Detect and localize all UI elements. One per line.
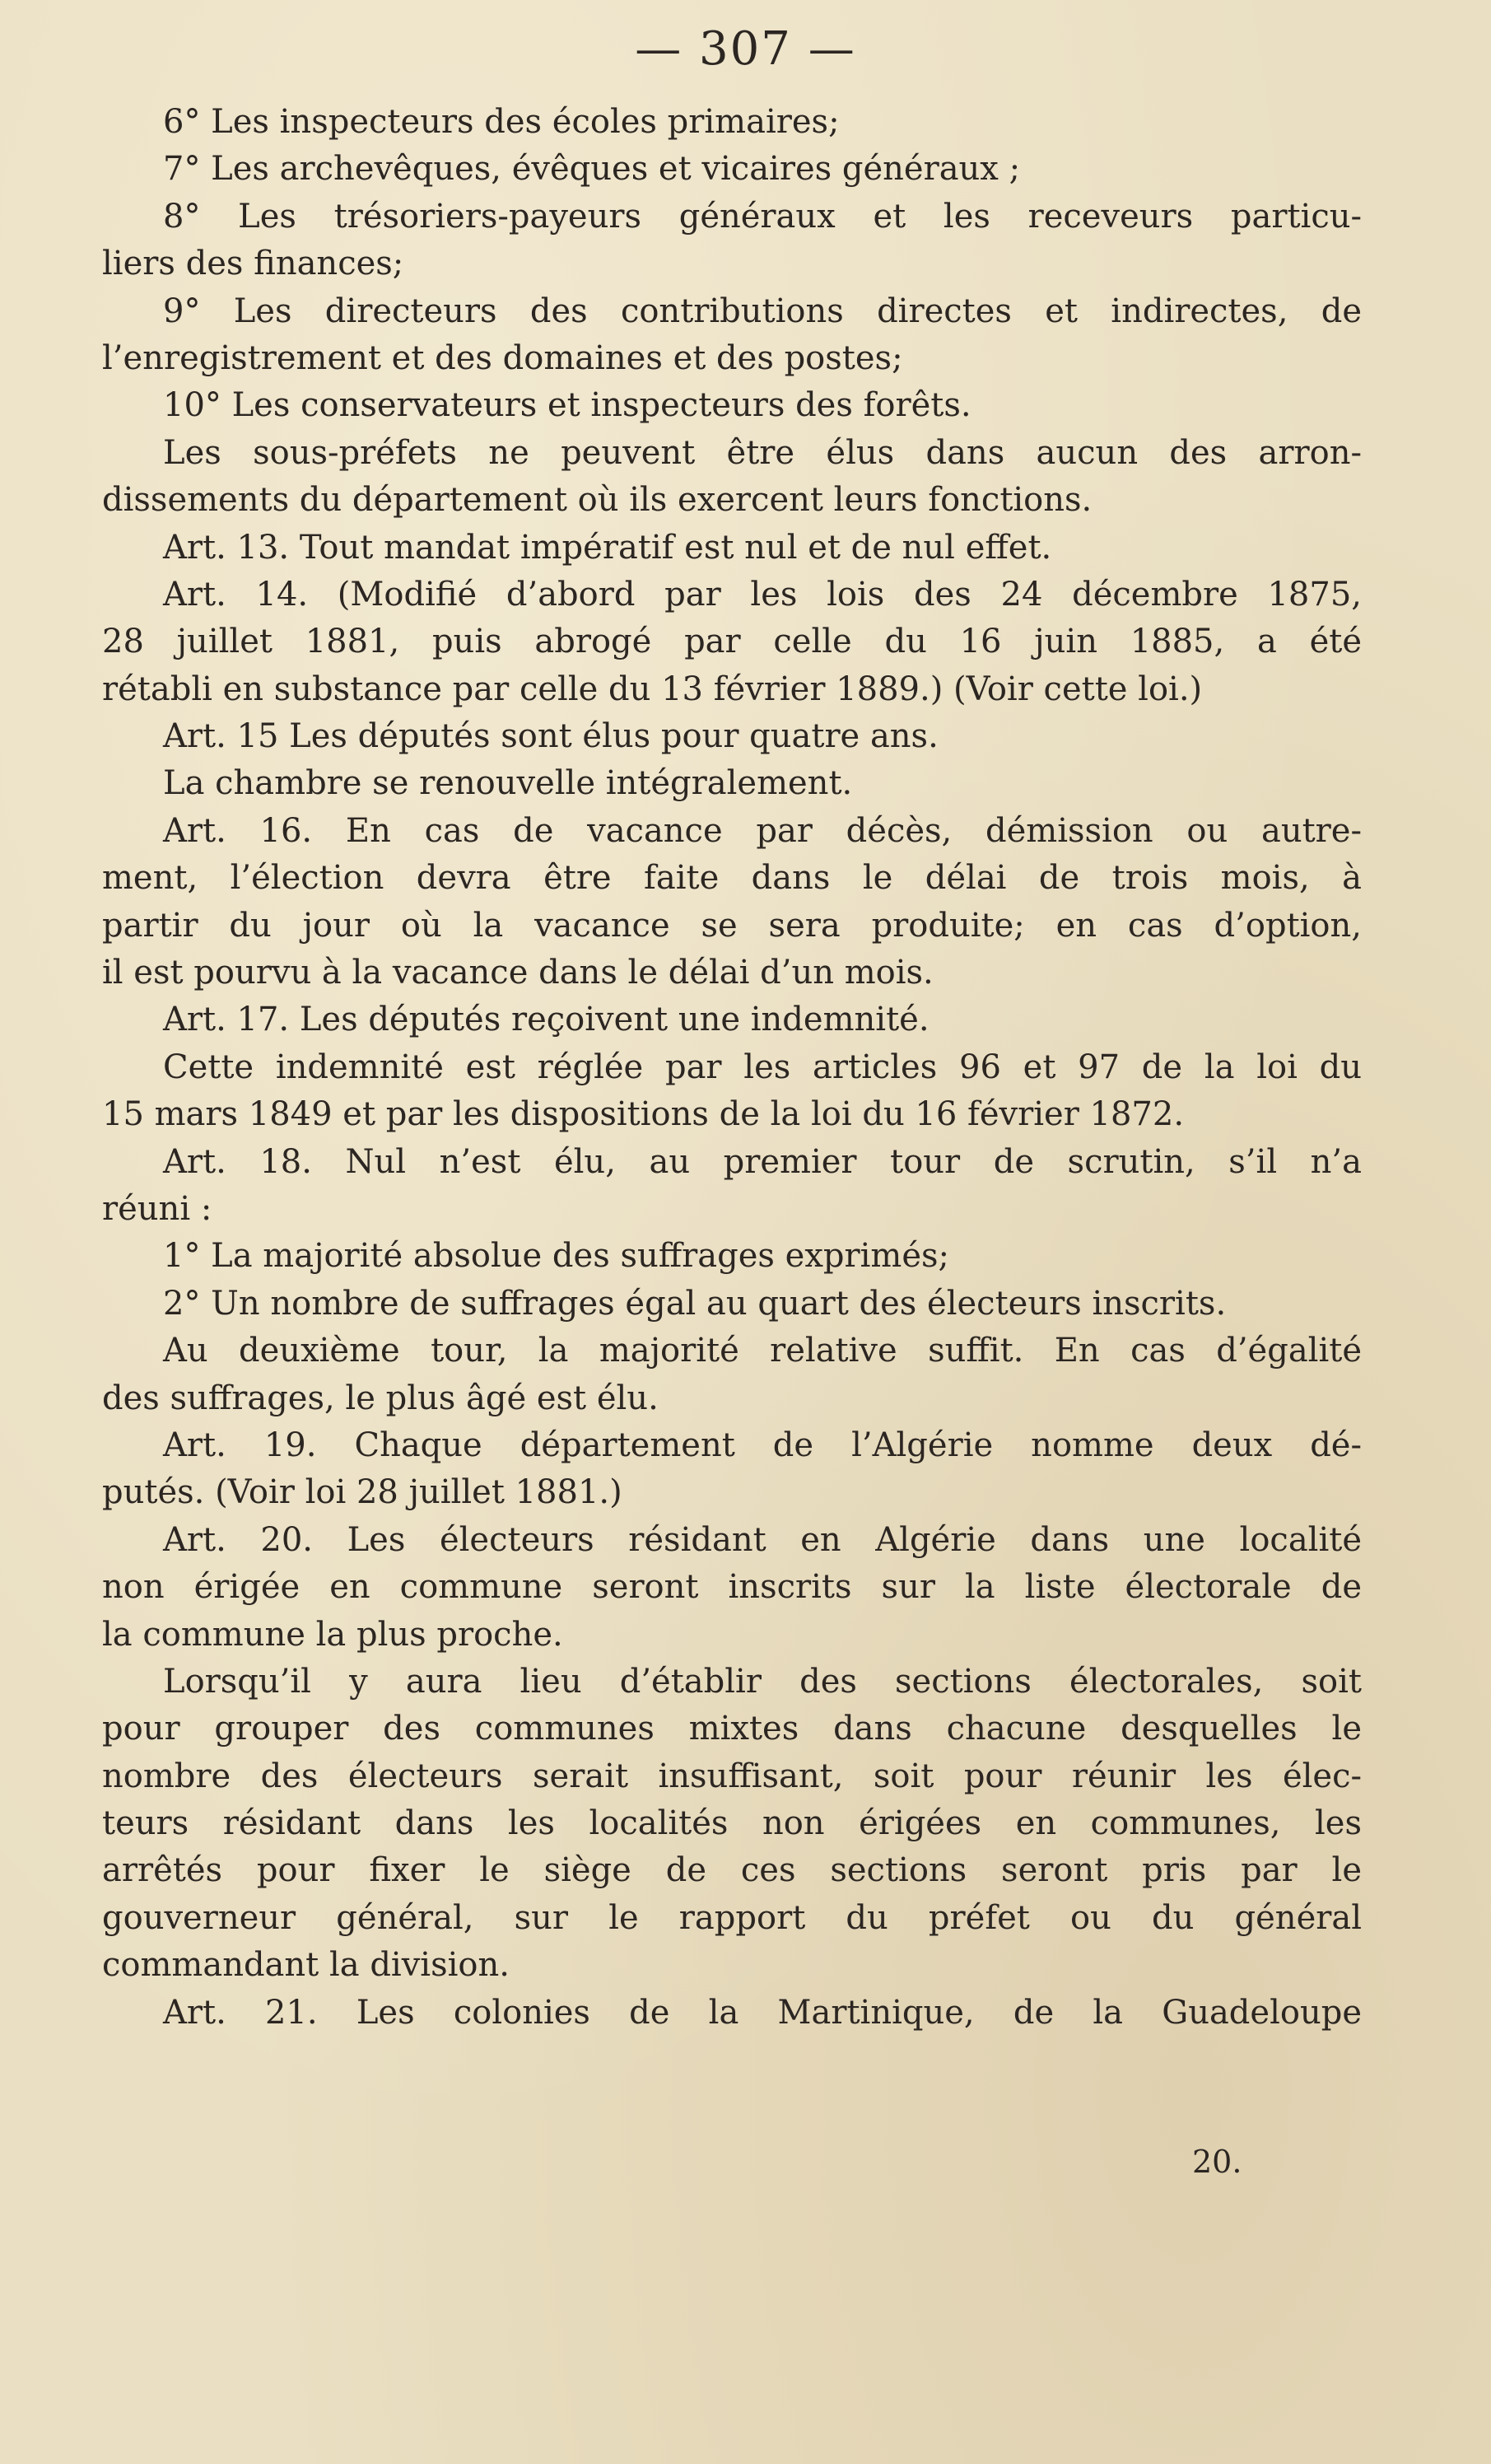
text-line: l’enregistrement et des domaines et des postes; (102, 338, 903, 377)
text-line: Art. 16. En cas de vacance par décès, démission ou autre- (163, 811, 1362, 850)
text-line: Lorsqu’il y aura lieu d’établir des sections électorales, soit (163, 1662, 1362, 1701)
text-line: liers des finances; (102, 245, 404, 283)
text-line: gouverneur général, sur le rapport du préfet ou du général (102, 1898, 1362, 1937)
text-line: 1° La majorité absolue des suffrages exprimés; (163, 1237, 949, 1276)
text-line: Art. 14. (Modifié d’abord par les lois des 24 décembre 1875, (163, 575, 1362, 614)
text-line: arrêtés pour fixer le siège de ces sections seront pris par le (102, 1851, 1362, 1890)
text-line: réuni : (102, 1189, 212, 1228)
text-line: partir du jour où la vacance se sera produite; en cas d’option, (102, 906, 1362, 945)
page-body-text (102, 99, 1362, 2037)
text-line: Art. 13. Tout mandat impératif est nul et de nul effet. (163, 528, 1052, 567)
text-line: la commune la plus proche. (102, 1615, 563, 1654)
text-line: Cette indemnité est réglée par les articles 96 et 97 de la loi du (163, 1048, 1362, 1086)
text-line: Au deuxième tour, la majorité relative suffit. En cas d’égalité (163, 1332, 1362, 1370)
text-line: Art. 20. Les électeurs résidant en Algérie dans une localité (163, 1520, 1362, 1559)
text-line: La chambre se renouvelle intégralement. (163, 764, 853, 803)
text-line: 7° Les archevêques, évêques et vicaires généraux ; (163, 150, 1021, 189)
text-line: rétabli en substance par celle du 13 février 1889.) (Voir cette loi.) (102, 670, 1203, 708)
text-line: 2° Un nombre de suffrages égal au quart des électeurs inscrits. (163, 1284, 1227, 1323)
text-line: ment, l’élection devra être faite dans le délai de trois mois, à (102, 859, 1362, 898)
text-line: Art. 21. Les colonies de la Martinique, de la Guadeloupe (163, 1993, 1362, 2032)
page-number-header: — 307 — (635, 22, 856, 76)
text-line: 10° Les conservateurs et inspecteurs des forêts. (163, 386, 971, 425)
text-line: Art. 18. Nul n’est élu, au premier tour de scrutin, s’il n’a (163, 1142, 1362, 1181)
text-line: nombre des électeurs serait insuffisant, soit pour réunir les élec- (102, 1757, 1362, 1795)
text-line: non érigée en commune seront inscrits sur la liste électorale de (102, 1568, 1362, 1607)
text-line: Art. 17. Les députés reçoivent une indemnité. (163, 1001, 930, 1039)
signature-mark: 20. (1192, 2144, 1242, 2180)
text-line: 28 juillet 1881, puis abrogé par celle du 16 juin 1885, a été (102, 623, 1362, 661)
text-line: Art. 15 Les députés sont élus pour quatre ans. (163, 717, 939, 756)
text-line: 8° Les trésoriers-payeurs généraux et les receveurs particu- (163, 197, 1362, 236)
text-line: commandant la division. (102, 1946, 510, 1985)
text-line: 9° Les directeurs des contributions directes et indirectes, de (163, 292, 1362, 330)
text-line: Les sous-préfets ne peuvent être élus dans aucun des arron- (163, 433, 1362, 472)
text-line: des suffrages, le plus âgé est élu. (102, 1379, 659, 1417)
text-line: dissements du département où ils exercent leurs fonctions. (102, 481, 1093, 520)
text-line: 6° Les inspecteurs des écoles primaires; (163, 103, 840, 141)
text-line: Art. 19. Chaque département de l’Algérie nomme deux dé- (163, 1426, 1362, 1464)
text-line: 15 mars 1849 et par les dispositions de la loi du 16 février 1872. (102, 1095, 1185, 1134)
text-line: il est pourvu à la vacance dans le délai d’un mois. (102, 954, 934, 992)
text-line: teurs résidant dans les localités non érigées en communes, les (102, 1804, 1362, 1843)
text-line: putés. (Voir loi 28 juillet 1881.) (102, 1473, 622, 1512)
text-line: pour grouper des communes mixtes dans chacune desquelles le (102, 1710, 1362, 1748)
